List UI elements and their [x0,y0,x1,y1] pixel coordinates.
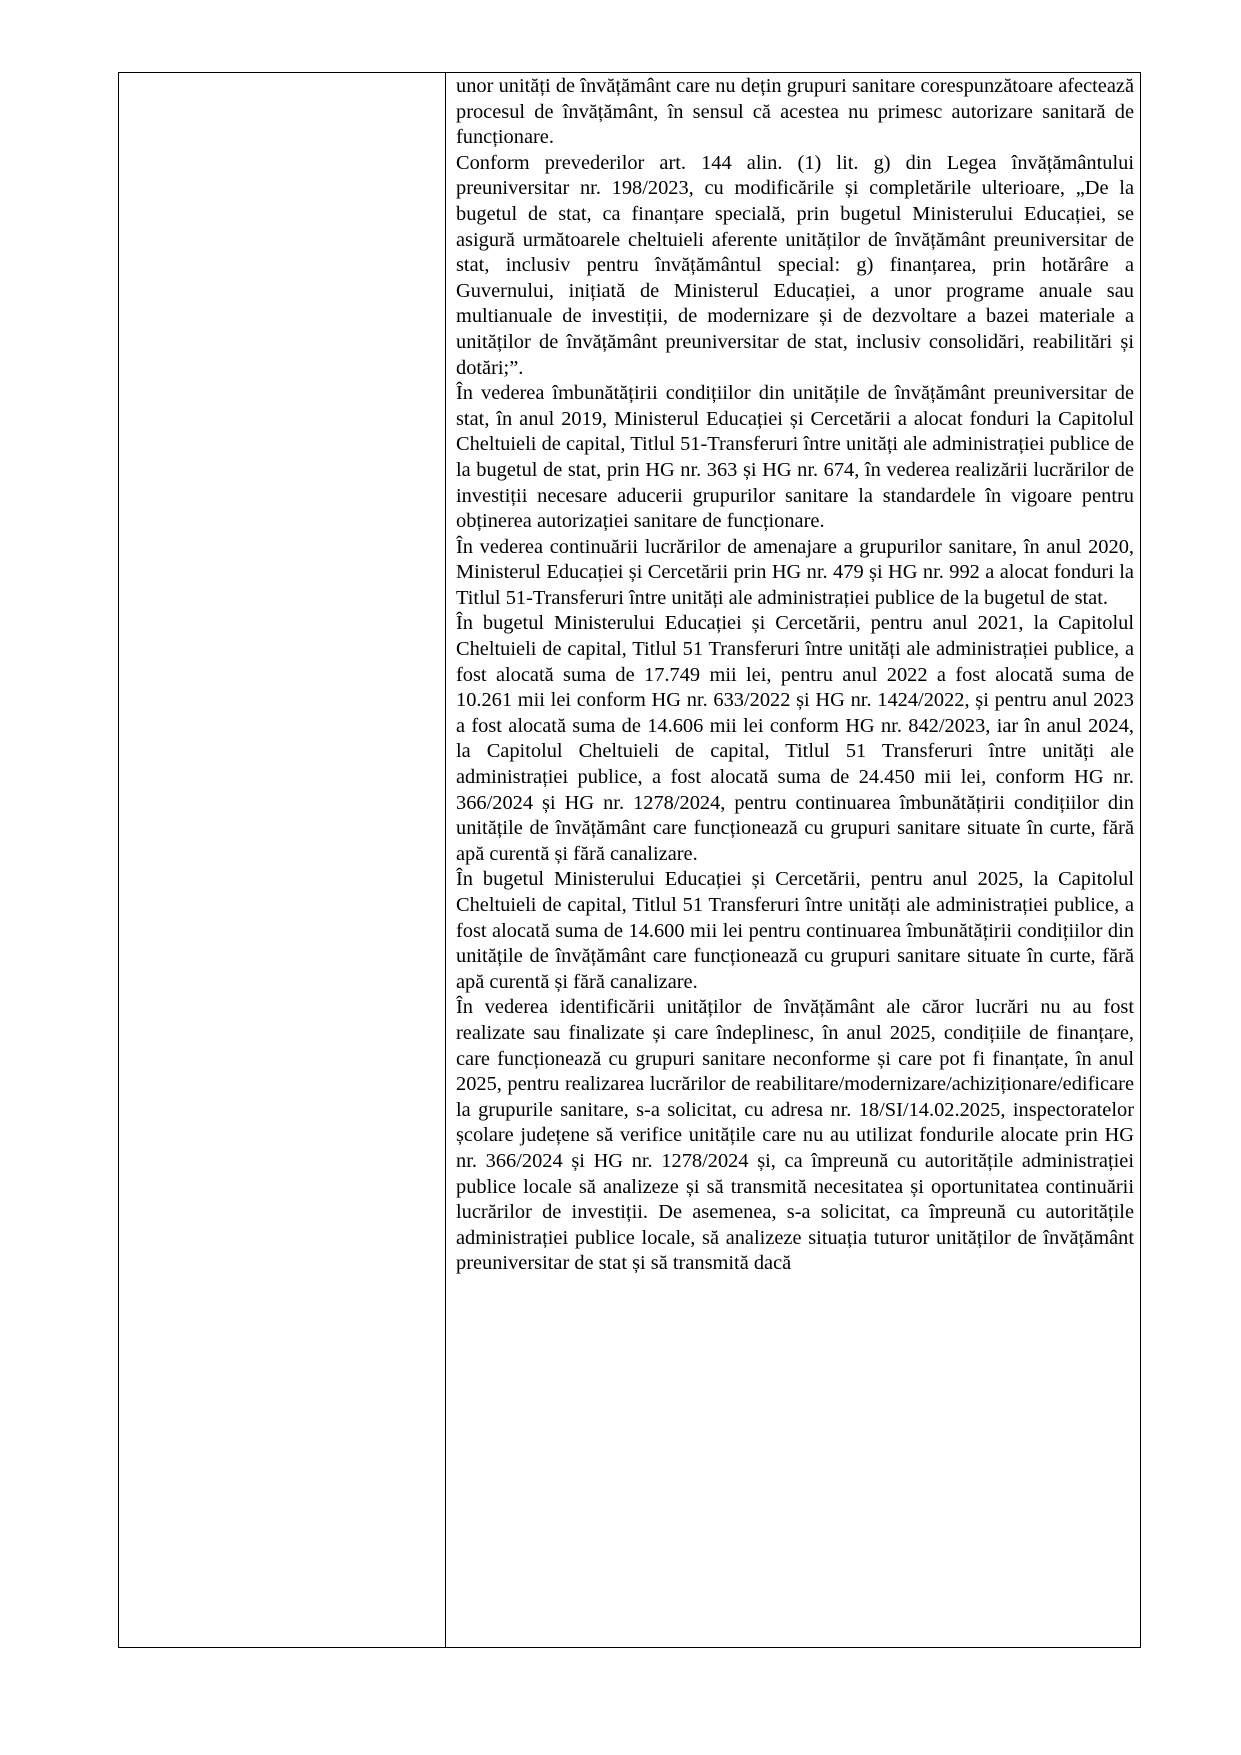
paragraph-1: unor unități de învățământ care nu dețin grupuri sanitare corespunzătoare afectează procesul de învățământ, în sensul că acestea nu primesc autorizare sanitară de funcționare. [456,75,1134,149]
paragraph-3: În vederea îmbunătățirii condițiilor din unitățile de învățământ preuniversitar de stat, în anul 2019, Ministerul Educației și Cercetării a alocat fonduri la Capitolul Cheltuieli de capital, Titlul 51-Transferuri între unități ale administrației publice de la bugetul de stat, prin HG nr. 363 și HG nr. 674, în vederea realizării lucrărilor de investiții necesare aducerii grupurilor sanitare la standardele în vigoare pentru obținerea autorizației sanitare de funcționare. [456,382,1134,533]
paragraph-4: În vederea continuării lucrărilor de amenajare a grupurilor sanitare, în anul 2020, Ministerul Educației și Cercetării prin HG nr. 479 și HG nr. 992 a alocat fonduri la Titlul 51-Transferuri între unități ale administrației publice de la bugetul de stat. [456,535,1134,609]
paragraph-2: Conform prevederilor art. 144 alin. (1) lit. g) din Legea învățământului preuniversitar nr. 198/2023, cu modificările și completările ulterioare, „De la bugetul de stat, ca finanțare specială, prin bugetul Ministerului Educației, se asigură următoarele cheltuieli aferente unităților de învățământ preuniversitar de stat, inclusiv pentru învățământul special: g) finanțarea, prin hotărâre a Guvernului, inițiată de Ministerul Educației, a unor programe anuale sau multianuale de investiții, de modernizare și de dezvoltare a bazei materiale a unităților de învățământ preuniversitar de stat, inclusiv consolidări, reabilitări și dotări;”. [456,151,1134,379]
document-table [118,72,1141,1648]
paragraph-5: În bugetul Ministerului Educației și Cercetării, pentru anul 2021, la Capitolul Cheltuieli de capital, Titlul 51 Transferuri între unități ale administrației publice, a fost alocată suma de 17.749 mii lei, pentru anul 2022 a fost alocată suma de 10.261 mii lei conform HG nr. 633/2022 și HG nr. 1424/2022, și pentru anul 2023 a fost alocată suma de 14.606 mii lei conform HG nr. 842/2023, iar în anul 2024, la Capitolul Cheltuieli de capital, Titlul 51 Transferuri între unități ale administrației publice, a fost alocată suma de 24.450 mii lei, conform HG nr. 366/2024 și HG nr. 1278/2024, pentru continuarea îmbunătățirii condițiilor din unitățile de învățământ care funcționează cu grupuri sanitare situate în curte, fără apă curentă și fără canalizare. [456,612,1134,865]
paragraph-6: În bugetul Ministerului Educației și Cercetării, pentru anul 2025, la Capitolul Cheltuieli de capital, Titlul 51 Transferuri între unități ale administrației publice, a fost alocată suma de 14.600 mii lei pentru continuarea îmbunătățirii condițiilor din unitățile de învățământ care funcționează cu grupuri sanitare situate în curte, fără apă curentă și fără canalizare. [456,868,1134,993]
paragraph-7: În vederea identificării unităților de învățământ ale căror lucrări nu au fost realizate sau finalizate și care îndeplinesc, în anul 2025, condițiile de finanțare, care funcționează cu grupuri sanitare neconforme și care pot fi finanțate, în anul 2025, pentru realizarea lucrărilor de reabilitare/modernizare/achiziționare/edificare la grupurile sanitare, s-a solicitat, cu adresa nr. 18/SI/14.02.2025, inspectoratelor școlare județene să verifice unitățile care nu au utilizat fondurile alocate prin HG nr. 366/2024 și HG nr. 1278/2024 și, ca împreună cu autoritățile administrației publice locale să analizeze și să transmită necesitatea și oportunitatea continuării lucrărilor de investiții. De asemenea, s-a solicitat, ca împreună cu autoritățile administrației publice locale, să analizeze situația tuturor unităților de învățământ preuniversitar de stat și să transmită dacă [456,996,1134,1275]
table-left-column [119,73,446,1647]
table-right-column [446,73,1140,1647]
